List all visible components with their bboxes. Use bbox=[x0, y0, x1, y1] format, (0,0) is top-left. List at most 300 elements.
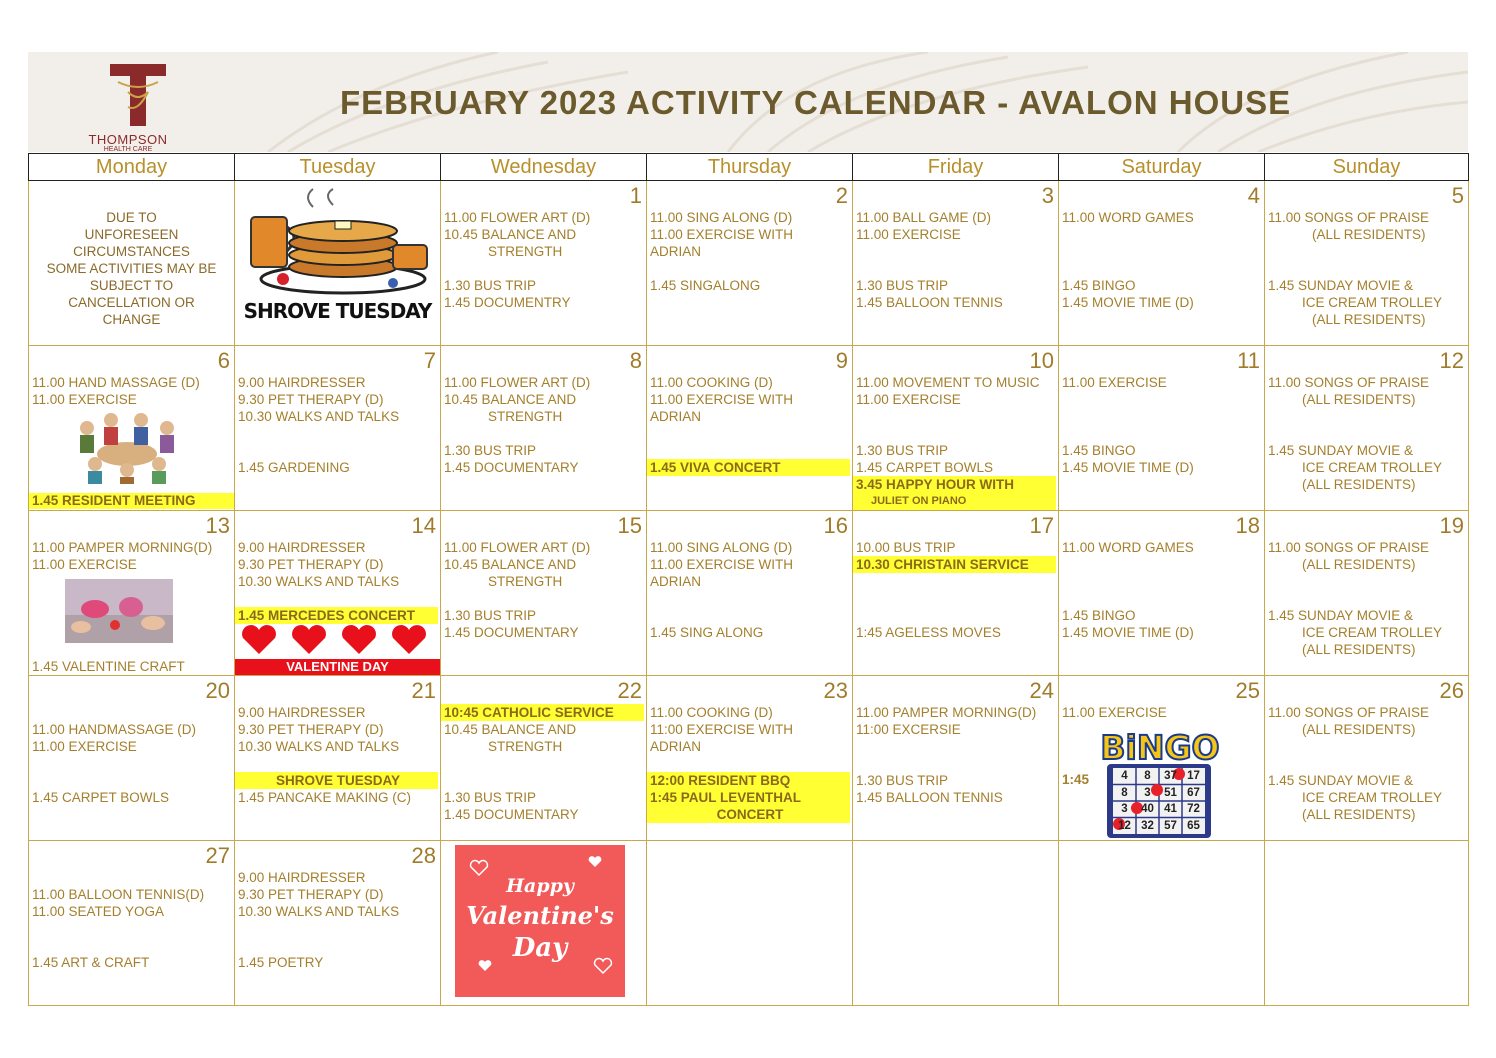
day-cell-27 bbox=[29, 841, 235, 1006]
activity: 1.45 DOCUMENTARY bbox=[444, 460, 579, 475]
activity bbox=[444, 425, 644, 442]
activity: STRENGTH bbox=[488, 409, 563, 424]
empty-cell bbox=[1265, 841, 1469, 1006]
activity bbox=[1268, 425, 1466, 442]
activity bbox=[444, 755, 644, 772]
bingo-number: 67 bbox=[1187, 786, 1200, 799]
christain-service-highlight: 10.30 CHRISTAIN SERVICE bbox=[853, 556, 1056, 573]
activity: 10.45 BALANCE AND bbox=[444, 227, 577, 242]
activity: 11.00 SING ALONG (D) bbox=[650, 540, 793, 555]
activity: 11.00 FLOWER ART (D) bbox=[444, 540, 591, 555]
activity bbox=[1062, 260, 1262, 277]
day-cell-25 bbox=[1059, 676, 1265, 841]
activity-list bbox=[1268, 704, 1466, 823]
day-number: 28 bbox=[411, 843, 436, 868]
activity-list bbox=[1062, 209, 1262, 311]
day-cell-5 bbox=[1265, 181, 1469, 346]
activity: 1.30 BUS TRIP bbox=[856, 278, 949, 293]
weekday-wednesday: Wednesday bbox=[441, 154, 647, 181]
bingo-number: 3 bbox=[1144, 786, 1151, 799]
day-cell-12 bbox=[1265, 346, 1469, 511]
weekday-sunday: Sunday bbox=[1265, 154, 1469, 181]
card-text-happy: Happy bbox=[506, 875, 574, 897]
activity: 11.00 BALLOON TENNIS(D) bbox=[32, 887, 205, 902]
activity: 11:00 EXERCISE WITH bbox=[650, 722, 794, 737]
day-number: 12 bbox=[1439, 348, 1464, 373]
activity bbox=[856, 243, 1056, 260]
catholic-service-highlight: 10:45 CATHOLIC SERVICE bbox=[441, 704, 644, 721]
activity: 10.30 WALKS AND TALKS bbox=[238, 409, 400, 424]
day-number: 7 bbox=[423, 348, 436, 373]
activity: 10.30 WALKS AND TALKS bbox=[238, 739, 400, 754]
activity-list bbox=[856, 704, 1056, 806]
activity: ADRIAN bbox=[650, 244, 702, 259]
activity: (ALL RESIDENTS) bbox=[1312, 312, 1426, 327]
activity: 11.00 SEATED YOGA bbox=[32, 904, 165, 919]
paul-leventhal-highlight: CONCERT bbox=[647, 806, 850, 823]
activity: 9.30 PET THERAPY (D) bbox=[238, 722, 384, 737]
bingo-number: 40 bbox=[1141, 803, 1154, 815]
activity: 11.00 HAND MASSAGE (D) bbox=[32, 375, 200, 390]
bingo-row bbox=[1113, 801, 1205, 818]
activity-list bbox=[32, 869, 232, 971]
resident-meeting-highlight: 1.45 RESIDENT MEETING bbox=[29, 493, 234, 509]
notice-line: UNFORESEEN bbox=[84, 227, 179, 242]
activity: 11.00 FLOWER ART (D) bbox=[444, 375, 591, 390]
day-number: 18 bbox=[1235, 513, 1260, 538]
activity-list bbox=[1268, 374, 1466, 493]
activity: 11.00 WORD GAMES bbox=[1062, 210, 1194, 225]
day-cell-10 bbox=[853, 346, 1059, 511]
activity: 1.45 MOVIE TIME (D) bbox=[1062, 625, 1194, 640]
activity: 9.30 PET THERAPY (D) bbox=[238, 887, 384, 902]
activity bbox=[1268, 260, 1466, 277]
activity: 11.00 FLOWER ART (D) bbox=[444, 210, 591, 225]
bingo-time: 1:45 bbox=[1062, 772, 1090, 787]
hearts-icon bbox=[239, 624, 435, 658]
activity bbox=[856, 260, 1056, 277]
activity bbox=[856, 738, 1056, 755]
week-row-1 bbox=[29, 181, 1469, 346]
activity: 11.00 SONGS OF PRAISE bbox=[1268, 705, 1430, 720]
activity-list bbox=[444, 374, 644, 476]
activity: 10.30 WALKS AND TALKS bbox=[238, 574, 400, 589]
day-number: 11 bbox=[1237, 348, 1260, 373]
resident-bbq-highlight: 12:00 RESIDENT BBQ bbox=[647, 772, 850, 789]
activity: 11.00 EXERCISE bbox=[1062, 375, 1167, 390]
week-row-4 bbox=[29, 676, 1469, 841]
activity: 11.00 EXERCISE bbox=[856, 227, 961, 242]
day-cell-17 bbox=[853, 511, 1059, 676]
day-cell-7 bbox=[235, 346, 441, 511]
day-cell-3 bbox=[853, 181, 1059, 346]
activity-list bbox=[650, 209, 850, 294]
activity: 9.30 PET THERAPY (D) bbox=[238, 392, 384, 407]
day-cell-8 bbox=[441, 346, 647, 511]
activity: 11.00 PAMPER MORNING(D) bbox=[856, 705, 1037, 720]
activity bbox=[650, 590, 850, 607]
valentine-card-cell bbox=[441, 841, 647, 1006]
activity-list bbox=[856, 539, 1056, 641]
bingo-number: 12 bbox=[1118, 819, 1131, 832]
activity-list bbox=[1062, 539, 1262, 641]
day-number: 22 bbox=[617, 678, 642, 703]
activity: 9.00 HAIRDRESSER bbox=[238, 870, 366, 885]
week-row-2 bbox=[29, 346, 1469, 511]
day-number: 9 bbox=[835, 348, 848, 373]
activity: 1.45 BALLOON TENNIS bbox=[856, 295, 1003, 310]
day-number: 27 bbox=[205, 843, 230, 868]
valentine-craft: 1.45 VALENTINE CRAFT bbox=[32, 659, 185, 674]
weekday-monday: Monday bbox=[29, 154, 235, 181]
bingo-number: 17 bbox=[1187, 770, 1200, 782]
activity: 11.00 EXERCISE WITH bbox=[650, 227, 794, 242]
activity: 10.00 BUS TRIP bbox=[856, 540, 956, 555]
day-cell-18 bbox=[1059, 511, 1265, 676]
activity bbox=[1268, 408, 1466, 425]
bingo-number: 72 bbox=[1187, 803, 1200, 815]
activity bbox=[856, 408, 1056, 425]
activity bbox=[444, 772, 644, 789]
activity: 1.45 POETRY bbox=[238, 955, 324, 970]
day-number: 19 bbox=[1439, 513, 1464, 538]
day-cell-4 bbox=[1059, 181, 1265, 346]
bingo-number: 3 bbox=[1121, 803, 1128, 815]
activity: ADRIAN bbox=[650, 409, 702, 424]
notice-text bbox=[29, 209, 234, 328]
notice-line: CIRCUMSTANCES bbox=[73, 244, 190, 259]
activity: 11.00 BALL GAME (D) bbox=[856, 210, 992, 225]
activity: 1.30 BUS TRIP bbox=[444, 443, 537, 458]
thompson-logo bbox=[78, 62, 198, 152]
day-number: 5 bbox=[1451, 183, 1464, 208]
activity: 1:45 AGELESS MOVES bbox=[856, 625, 1001, 640]
activity: STRENGTH bbox=[488, 244, 563, 259]
activity: 1.45 BINGO bbox=[1062, 278, 1136, 293]
day-number: 4 bbox=[1247, 183, 1260, 208]
day-number: 2 bbox=[835, 183, 848, 208]
day-cell-26 bbox=[1265, 676, 1469, 841]
activity: 11.00 SING ALONG (D) bbox=[650, 210, 793, 225]
notice-line: CANCELLATION OR bbox=[68, 295, 195, 310]
activity bbox=[1062, 590, 1262, 607]
week-row-3 bbox=[29, 511, 1469, 676]
day-cell-1 bbox=[441, 181, 647, 346]
activity: 1.45 SUNDAY MOVIE & bbox=[1268, 278, 1414, 293]
bingo-number: 4 bbox=[1121, 770, 1128, 782]
activity: ICE CREAM TROLLEY bbox=[1302, 460, 1443, 475]
activity-list bbox=[238, 869, 438, 971]
week-row-5 bbox=[29, 841, 1469, 1006]
shrove-tuesday-highlight: SHROVE TUESDAY bbox=[235, 772, 438, 789]
activity-list bbox=[32, 539, 232, 573]
bingo-number: 8 bbox=[1144, 770, 1151, 782]
activity-list bbox=[238, 704, 438, 806]
day-number: 10 bbox=[1029, 348, 1054, 373]
activity: 9.00 HAIRDRESSER bbox=[238, 375, 366, 390]
day-cell-14 bbox=[235, 511, 441, 676]
happy-hour-highlight: JULIET ON PIANO bbox=[853, 493, 1056, 510]
card-text-valentines: Valentine's bbox=[466, 901, 614, 930]
valentine-card-image bbox=[455, 845, 625, 997]
valentine-day-band: VALENTINE DAY bbox=[235, 659, 440, 675]
activity: 1.30 BUS TRIP bbox=[856, 773, 949, 788]
day-number: 8 bbox=[629, 348, 642, 373]
activity: (ALL RESIDENTS) bbox=[1302, 557, 1416, 572]
pancake-icon bbox=[243, 187, 433, 307]
activity: 11.00 SONGS OF PRAISE bbox=[1268, 375, 1430, 390]
weekday-header-row bbox=[29, 154, 1469, 181]
activity-list bbox=[650, 539, 850, 641]
calendar-header bbox=[28, 52, 1468, 152]
activity-list bbox=[1268, 539, 1466, 658]
day-cell-19 bbox=[1265, 511, 1469, 676]
activity: (ALL RESIDENTS) bbox=[1302, 807, 1416, 822]
happy-hour-highlight: 3.45 HAPPY HOUR WITH bbox=[853, 476, 1056, 493]
day-cell-notice bbox=[29, 181, 235, 346]
activity: ICE CREAM TROLLEY bbox=[1302, 790, 1443, 805]
activity: 1.45 CARPET BOWLS bbox=[856, 460, 994, 475]
day-cell-21 bbox=[235, 676, 441, 841]
activity: 11:00 EXCERSIE bbox=[856, 722, 961, 737]
activity-list bbox=[1062, 374, 1262, 476]
day-cell-16 bbox=[647, 511, 853, 676]
activity: 11.00 SONGS OF PRAISE bbox=[1268, 540, 1430, 555]
empty-cell bbox=[1059, 841, 1265, 1006]
bingo-row bbox=[1113, 785, 1205, 802]
activity: 10.45 BALANCE AND bbox=[444, 392, 577, 407]
card-text-day: Day bbox=[512, 933, 568, 963]
weekday-saturday: Saturday bbox=[1059, 154, 1265, 181]
activity bbox=[1062, 226, 1262, 243]
day-cell-22 bbox=[441, 676, 647, 841]
day-cell-15 bbox=[441, 511, 647, 676]
activity bbox=[1062, 408, 1262, 425]
bingo-row bbox=[1113, 768, 1205, 785]
activity-list bbox=[32, 374, 232, 408]
activity: 11.00 EXERCISE WITH bbox=[650, 392, 794, 407]
day-number: 23 bbox=[823, 678, 848, 703]
activity: 1.45 SING ALONG bbox=[650, 625, 764, 640]
activity: 1.30 BUS TRIP bbox=[856, 443, 949, 458]
bingo-grid bbox=[1113, 768, 1205, 834]
activity bbox=[1062, 425, 1262, 442]
activity: 1.45 DOCUMENTRY bbox=[444, 295, 571, 310]
activity bbox=[1268, 755, 1466, 772]
mercedes-concert-highlight: 1.45 MERCEDES CONCERT bbox=[235, 607, 438, 624]
activity-list bbox=[444, 704, 644, 823]
day-cell-13 bbox=[29, 511, 235, 676]
activity: 1.45 BINGO bbox=[1062, 443, 1136, 458]
activity bbox=[238, 920, 438, 937]
day-cell-20 bbox=[29, 676, 235, 841]
calendar-grid bbox=[28, 153, 1469, 1006]
activity bbox=[1268, 738, 1466, 755]
activity bbox=[650, 607, 850, 624]
activity bbox=[1062, 243, 1262, 260]
activity-list bbox=[444, 539, 644, 641]
activity bbox=[238, 937, 438, 954]
bingo-number: 41 bbox=[1164, 803, 1177, 815]
activity: 1.45 SUNDAY MOVIE & bbox=[1268, 608, 1414, 623]
activity: 1.45 BINGO bbox=[1062, 608, 1136, 623]
bingo-number: 51 bbox=[1164, 786, 1177, 799]
activity-list bbox=[32, 704, 232, 806]
activity: 11.00 EXERCISE bbox=[32, 739, 137, 754]
activity: 9.00 HAIRDRESSER bbox=[238, 540, 366, 555]
activity bbox=[444, 590, 644, 607]
day-cell-24 bbox=[853, 676, 1059, 841]
activity-list bbox=[856, 209, 1056, 311]
day-number: 20 bbox=[205, 678, 230, 703]
weekday-thursday: Thursday bbox=[647, 154, 853, 181]
activity: (ALL RESIDENTS) bbox=[1302, 477, 1416, 492]
weekday-friday: Friday bbox=[853, 154, 1059, 181]
activity: (ALL RESIDENTS) bbox=[1302, 722, 1416, 737]
activity: 11.00 HANDMASSAGE (D) bbox=[32, 722, 197, 737]
activity: 1.45 BALLOON TENNIS bbox=[856, 790, 1003, 805]
activity bbox=[650, 260, 850, 277]
day-cell-9 bbox=[647, 346, 853, 511]
activity bbox=[32, 937, 232, 954]
activity-list bbox=[650, 704, 850, 823]
activity: 9.00 HAIRDRESSER bbox=[238, 705, 366, 720]
activity: (ALL RESIDENTS) bbox=[1302, 392, 1416, 407]
bingo-number: 37 bbox=[1164, 770, 1177, 782]
notice-line: SOME ACTIVITIES MAY BE bbox=[46, 261, 217, 276]
activity bbox=[1268, 573, 1466, 590]
activity: STRENGTH bbox=[488, 739, 563, 754]
activity: 1.45 ART & CRAFT bbox=[32, 955, 150, 970]
activity bbox=[32, 772, 232, 789]
notice-line: SUBJECT TO bbox=[89, 278, 174, 293]
viva-concert-highlight: 1.45 VIVA CONCERT bbox=[647, 459, 850, 476]
activity: ICE CREAM TROLLEY bbox=[1302, 295, 1443, 310]
activity: 11.00 COOKING (D) bbox=[650, 705, 773, 720]
day-number: 15 bbox=[617, 513, 642, 538]
activity: 10.30 WALKS AND TALKS bbox=[238, 904, 400, 919]
empty-cell bbox=[853, 841, 1059, 1006]
bingo-card-icon bbox=[1095, 728, 1225, 840]
activity: 1.45 SINGALONG bbox=[650, 278, 761, 293]
activity bbox=[32, 704, 232, 721]
activity: 10.45 BALANCE AND bbox=[444, 557, 577, 572]
activity bbox=[1062, 556, 1262, 573]
bingo-title: BiNGO bbox=[1100, 728, 1220, 767]
activity: 11.00 EXERCISE bbox=[1062, 705, 1167, 720]
activity-list bbox=[238, 374, 438, 476]
activity: 1.30 BUS TRIP bbox=[444, 608, 537, 623]
group-meeting-icon bbox=[71, 408, 183, 484]
bingo-number: 57 bbox=[1164, 819, 1177, 832]
activity bbox=[238, 442, 438, 459]
activity: 1.45 SUNDAY MOVIE & bbox=[1268, 443, 1414, 458]
bingo-row bbox=[1113, 818, 1205, 835]
day-number: 6 bbox=[217, 348, 230, 373]
activity: 1.45 MOVIE TIME (D) bbox=[1062, 295, 1194, 310]
bingo-number: 65 bbox=[1187, 819, 1200, 832]
bingo-number: 8 bbox=[1121, 786, 1128, 799]
day-cell-11 bbox=[1059, 346, 1265, 511]
activity: 1.45 GARDENING bbox=[238, 460, 350, 475]
activity bbox=[32, 920, 232, 937]
activity: 1.45 DOCUMENTARY bbox=[444, 625, 579, 640]
activity: 11.00 COOKING (D) bbox=[650, 375, 773, 390]
activity-list bbox=[238, 539, 438, 624]
activity bbox=[238, 425, 438, 442]
day-number: 13 bbox=[205, 513, 230, 538]
activity bbox=[1062, 573, 1262, 590]
notice-line: DUE TO bbox=[106, 210, 157, 225]
day-number: 14 bbox=[411, 513, 436, 538]
activity: 1.45 PANCAKE MAKING (C) bbox=[238, 790, 412, 805]
day-number: 3 bbox=[1041, 183, 1054, 208]
activity: (ALL RESIDENTS) bbox=[1302, 642, 1416, 657]
day-number: 16 bbox=[823, 513, 848, 538]
page-title: FEBRUARY 2023 ACTIVITY CALENDAR - AVALON HOUSE bbox=[340, 84, 1292, 121]
activity: 11.00 EXERCISE bbox=[32, 557, 137, 572]
activity-list bbox=[1062, 704, 1262, 721]
activity: 11.00 PAMPER MORNING(D) bbox=[32, 540, 213, 555]
activity: 1.45 MOVIE TIME (D) bbox=[1062, 460, 1194, 475]
caduceus-logo-icon bbox=[88, 62, 188, 132]
shrove-tuesday-caption: SHROVE TUESDAY bbox=[243, 299, 432, 323]
activity: (ALL RESIDENTS) bbox=[1312, 227, 1426, 242]
activity: 1.30 BUS TRIP bbox=[444, 278, 537, 293]
activity bbox=[856, 755, 1056, 772]
activity: ADRIAN bbox=[650, 574, 702, 589]
day-number: 26 bbox=[1439, 678, 1464, 703]
activity bbox=[1268, 243, 1466, 260]
activity bbox=[1062, 391, 1262, 408]
activity: 11.00 MOVEMENT TO MUSIC bbox=[856, 375, 1040, 390]
activity-list bbox=[650, 374, 850, 476]
empty-cell bbox=[647, 841, 853, 1006]
day-number: 21 bbox=[411, 678, 436, 703]
activity: 1.45 SUNDAY MOVIE & bbox=[1268, 773, 1414, 788]
activity-list bbox=[856, 374, 1056, 510]
activity bbox=[1268, 590, 1466, 607]
logo-sub: HEALTH CARE bbox=[103, 146, 153, 152]
weekday-tuesday: Tuesday bbox=[235, 154, 441, 181]
day-number: 25 bbox=[1235, 678, 1260, 703]
activity: ICE CREAM TROLLEY bbox=[1302, 625, 1443, 640]
paul-leventhal-highlight: 1:45 PAUL LEVENTHAL bbox=[647, 789, 850, 806]
activity: 11.00 WORD GAMES bbox=[1062, 540, 1194, 555]
day-cell-shrove-image bbox=[235, 181, 441, 346]
logo-brand: THOMPSON bbox=[88, 132, 168, 147]
activity: 1.30 BUS TRIP bbox=[444, 790, 537, 805]
activity: STRENGTH bbox=[488, 574, 563, 589]
day-cell-2 bbox=[647, 181, 853, 346]
activity-list bbox=[1268, 209, 1466, 328]
activity bbox=[32, 755, 232, 772]
craft-photo-icon bbox=[65, 579, 173, 643]
day-cell-6 bbox=[29, 346, 235, 511]
activity bbox=[444, 260, 644, 277]
activity: 1.45 CARPET BOWLS bbox=[32, 790, 170, 805]
activity: 9.30 PET THERAPY (D) bbox=[238, 557, 384, 572]
activity: 10.45 BALANCE AND bbox=[444, 722, 577, 737]
activity: ADRIAN bbox=[650, 739, 702, 754]
activity-list bbox=[444, 209, 644, 311]
day-number: 24 bbox=[1029, 678, 1054, 703]
activity: 1.45 DOCUMENTARY bbox=[444, 807, 579, 822]
activity: 11.00 EXERCISE bbox=[32, 392, 137, 407]
activity: 11.00 EXERCISE WITH bbox=[650, 557, 794, 572]
activity bbox=[32, 869, 232, 886]
activity bbox=[856, 425, 1056, 442]
